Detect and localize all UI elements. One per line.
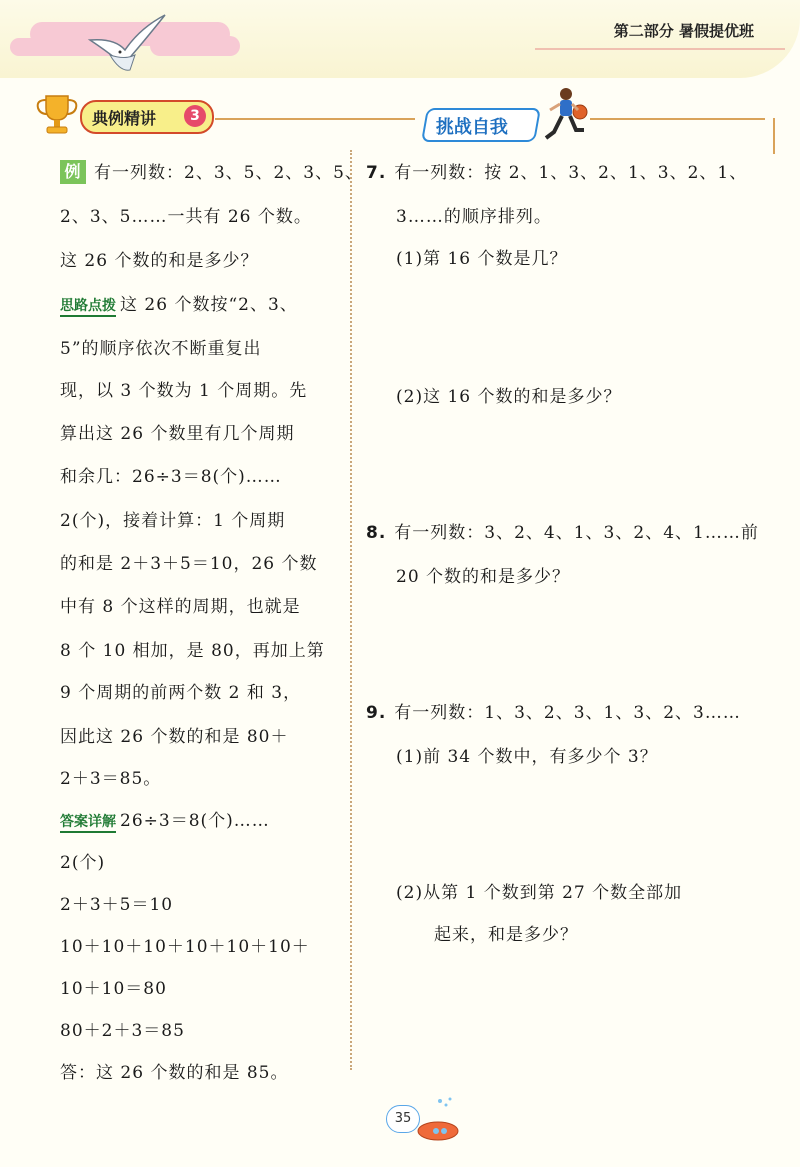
question-number: 7. (366, 163, 387, 183)
answer-tag: 答案详解 (60, 811, 116, 833)
column-divider (350, 150, 352, 1070)
question-text: 有一列数：3、2、4、1、3、2、4、1……前 (394, 523, 759, 543)
example-line: 2、3、5……一共有 26 个数。 (60, 207, 312, 227)
question-number: 8. (366, 523, 387, 543)
basketball-player-icon (538, 86, 590, 146)
example-line (60, 158, 363, 184)
hint-line: 算出这 26 个数里有几个周期 (60, 424, 295, 444)
example-badge: 例 (60, 160, 86, 184)
example-line: 这 26 个数的和是多少？ (60, 251, 259, 271)
hint-line: 和余几：26÷3＝8(个)…… (60, 467, 282, 487)
question-text: 20 个数的和是多少？ (396, 567, 571, 587)
answer-line: 80＋2＋3＝85 (60, 1021, 185, 1041)
question-part: (1)第 16 个数是几？ (396, 249, 568, 269)
question-part: 起来，和是多少？ (434, 925, 578, 945)
hint-line: 9 个周期的前两个数 2 和 3， (60, 683, 302, 703)
question-part: (2)这 16 个数的和是多少？ (396, 387, 622, 407)
hint-line: 中有 8 个这样的周期，也就是 (60, 597, 301, 617)
question-8 (366, 518, 759, 543)
example-text: 有一列数：2、3、5、2、3、5、 (94, 163, 363, 183)
question-text: 3……的顺序排列。 (396, 207, 552, 227)
answer-line: 10＋10＝80 (60, 979, 167, 999)
header-rule (535, 48, 785, 50)
question-9 (366, 698, 741, 723)
question-text: 有一列数：1、3、2、3、1、3、2、3…… (394, 703, 741, 723)
hint-line (60, 290, 298, 317)
hint-line: 的和是 2＋3＋5＝10，26 个数 (60, 554, 318, 574)
hint-line: 现，以 3 个数为 1 个周期。先 (60, 381, 308, 401)
answer-line (60, 806, 270, 833)
banner-rule (590, 118, 765, 120)
question-part: (1)前 34 个数中，有多少个 3？ (396, 747, 658, 767)
question-7 (366, 158, 747, 183)
hint-tag: 思路点拨 (60, 295, 116, 317)
answer-line: 答：这 26 个数的和是 85。 (60, 1063, 289, 1083)
hint-line: 2(个)，接着计算：1 个周期 (60, 511, 286, 531)
example-banner (80, 100, 214, 134)
answer-text: 26÷3＝8(个)…… (120, 811, 270, 831)
hint-line: 5”的顺序依次不断重复出 (60, 339, 262, 359)
answer-line: 2＋3＋5＝10 (60, 895, 174, 915)
answer-line: 2(个) (60, 853, 106, 873)
banner-rule (215, 118, 415, 120)
challenge-banner-title: 挑战自我 (435, 117, 508, 138)
example-banner-title: 典例精讲 (92, 109, 157, 128)
section-label: 第二部分 暑假提优班 (613, 22, 754, 40)
hint-line: 8 个 10 相加，是 80，再加上第 (60, 641, 325, 661)
trophy-icon (34, 92, 80, 136)
hint-line: 2＋3＝85。 (60, 769, 162, 789)
question-part: (2)从第 1 个数到第 27 个数全部加 (396, 883, 683, 903)
hint-line: 因此这 26 个数的和是 80＋ (60, 727, 289, 747)
challenge-banner (421, 108, 541, 142)
example-banner-number: 3 (184, 105, 206, 127)
seagull-icon (80, 10, 170, 80)
question-text: 有一列数：按 2、1、3、2、1、3、2、1、 (394, 163, 748, 183)
question-number: 9. (366, 703, 387, 723)
page-number: 35 (386, 1105, 420, 1133)
answer-line: 10＋10＋10＋10＋10＋10＋ (60, 937, 310, 957)
hint-text: 这 26 个数按“2、3、 (120, 295, 298, 315)
